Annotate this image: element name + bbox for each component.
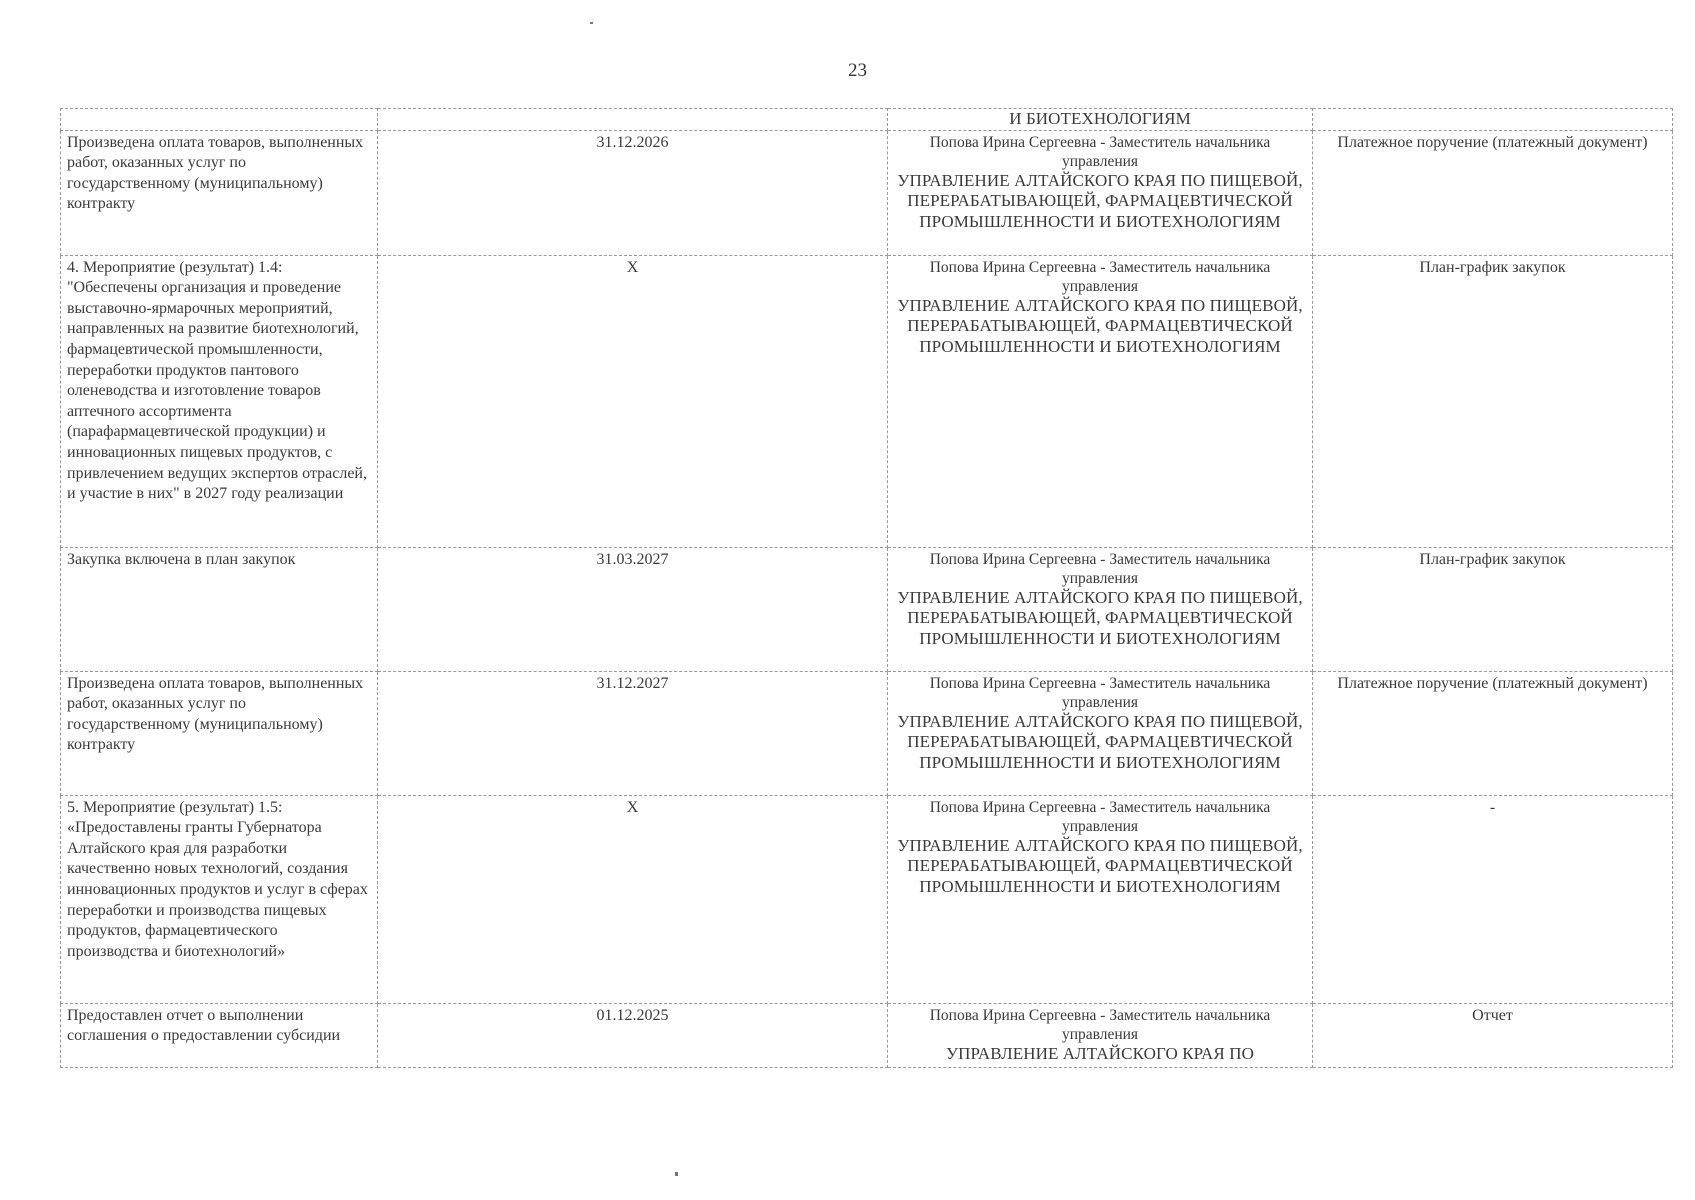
responsible-person: Попова Ирина Сергеевна - Заместитель начальника управления [929, 550, 1271, 587]
result-cell: Произведена оплата товаров, выполненных работ, оказанных услуг по государственному (муниципальному) контракту [61, 671, 378, 795]
result-cell: 5. Мероприятие (результат) 1.5: «Предоставлены гранты Губернатора Алтайского края для разработки качественно новых технологий, создания инновационных продуктов и услуг в сферах переработки и производства пищевых продуктов, фармацевтического производства и биотехнологий» [61, 795, 378, 1003]
responsible-cell [888, 109, 1313, 131]
responsible-cell [888, 795, 1313, 1003]
scan-speck [590, 22, 593, 24]
document-cell: Платежное поручение (платежный документ) [1313, 671, 1673, 795]
responsible-person: Попова Ирина Сергеевна - Заместитель начальника управления [929, 798, 1271, 835]
date-cell: 31.03.2027 [378, 547, 888, 671]
responsible-person: Попова Ирина Сергеевна - Заместитель начальника управления [929, 133, 1271, 170]
responsible-person: Попова Ирина Сергеевна - Заместитель начальника управления [929, 1006, 1271, 1043]
responsible-cell [888, 130, 1313, 255]
page-number: 23 [848, 60, 867, 81]
document-cell: Отчет [1313, 1003, 1673, 1067]
result-cell: Закупка включена в план закупок [61, 547, 378, 671]
responsible-org: УПРАВЛЕНИЕ АЛТАЙСКОГО КРАЯ ПО ПИЩЕВОЙ, ПЕРЕРАБАТЫВАЮЩЕЙ, ФАРМАЦЕВТИЧЕСКОЙ ПРОМЫШЛЕННОСТИ И БИОТЕХНОЛОГИЯМ [897, 587, 1303, 648]
responsible-org: УПРАВЛЕНИЕ АЛТАЙСКОГО КРАЯ ПО [946, 1043, 1254, 1063]
document-cell [1313, 109, 1673, 131]
scan-speck [675, 1172, 678, 1176]
table-row [61, 109, 1673, 131]
responsible-person: Попова Ирина Сергеевна - Заместитель начальника управления [929, 258, 1271, 295]
date-cell: X [378, 795, 888, 1003]
result-cell [61, 109, 378, 131]
result-cell: 4. Мероприятие (результат) 1.4: "Обеспечены организация и проведение выставочно-ярмарочных мероприятий, направленных на развитие биотехнологий, фармацевтической промышленности, переработки продуктов пантового оленеводства и изготовление товаров аптечного ассортимента (парафармацевтической продукции) и инновационных пищевых продуктов, с привлечением ведущих экспертов отраслей, и участие в них" в 2027 году реализации [61, 255, 378, 547]
document-cell: Платежное поручение (платежный документ) [1313, 130, 1673, 255]
document-cell: План-график закупок [1313, 547, 1673, 671]
table-row [61, 255, 1673, 547]
responsible-cell [888, 255, 1313, 547]
responsible-org: УПРАВЛЕНИЕ АЛТАЙСКОГО КРАЯ ПО ПИЩЕВОЙ, ПЕРЕРАБАТЫВАЮЩЕЙ, ФАРМАЦЕВТИЧЕСКОЙ ПРОМЫШЛЕННОСТИ И БИОТЕХНОЛОГИЯМ [897, 170, 1303, 231]
date-cell: 31.12.2027 [378, 671, 888, 795]
result-cell: Предоставлен отчет о выполнении соглашения о предоставлении субсидии [61, 1003, 378, 1067]
result-cell: Произведена оплата товаров, выполненных работ, оказанных услуг по государственному (муниципальному) контракту [61, 130, 378, 255]
responsible-org: УПРАВЛЕНИЕ АЛТАЙСКОГО КРАЯ ПО ПИЩЕВОЙ, ПЕРЕРАБАТЫВАЮЩЕЙ, ФАРМАЦЕВТИЧЕСКОЙ ПРОМЫШЛЕННОСТИ И БИОТЕХНОЛОГИЯМ [897, 711, 1303, 772]
date-cell: 31.12.2026 [378, 130, 888, 255]
table-row [61, 795, 1673, 1003]
responsible-org: И БИОТЕХНОЛОГИЯМ [1009, 109, 1191, 128]
responsible-cell [888, 671, 1313, 795]
responsible-org: УПРАВЛЕНИЕ АЛТАЙСКОГО КРАЯ ПО ПИЩЕВОЙ, ПЕРЕРАБАТЫВАЮЩЕЙ, ФАРМАЦЕВТИЧЕСКОЙ ПРОМЫШЛЕННОСТИ И БИОТЕХНОЛОГИЯМ [897, 295, 1303, 356]
document-cell: - [1313, 795, 1673, 1003]
table-row [61, 547, 1673, 671]
responsible-org: УПРАВЛЕНИЕ АЛТАЙСКОГО КРАЯ ПО ПИЩЕВОЙ, ПЕРЕРАБАТЫВАЮЩЕЙ, ФАРМАЦЕВТИЧЕСКОЙ ПРОМЫШЛЕННОСТИ И БИОТЕХНОЛОГИЯМ [897, 835, 1303, 896]
date-cell: X [378, 255, 888, 547]
responsible-cell [888, 1003, 1313, 1067]
date-cell [378, 109, 888, 131]
table-row [61, 130, 1673, 255]
control-points-table [60, 108, 1673, 1068]
date-cell: 01.12.2025 [378, 1003, 888, 1067]
table-row [61, 1003, 1673, 1067]
responsible-cell [888, 547, 1313, 671]
document-cell: План-график закупок [1313, 255, 1673, 547]
responsible-person: Попова Ирина Сергеевна - Заместитель начальника управления [929, 674, 1271, 711]
table-row [61, 671, 1673, 795]
